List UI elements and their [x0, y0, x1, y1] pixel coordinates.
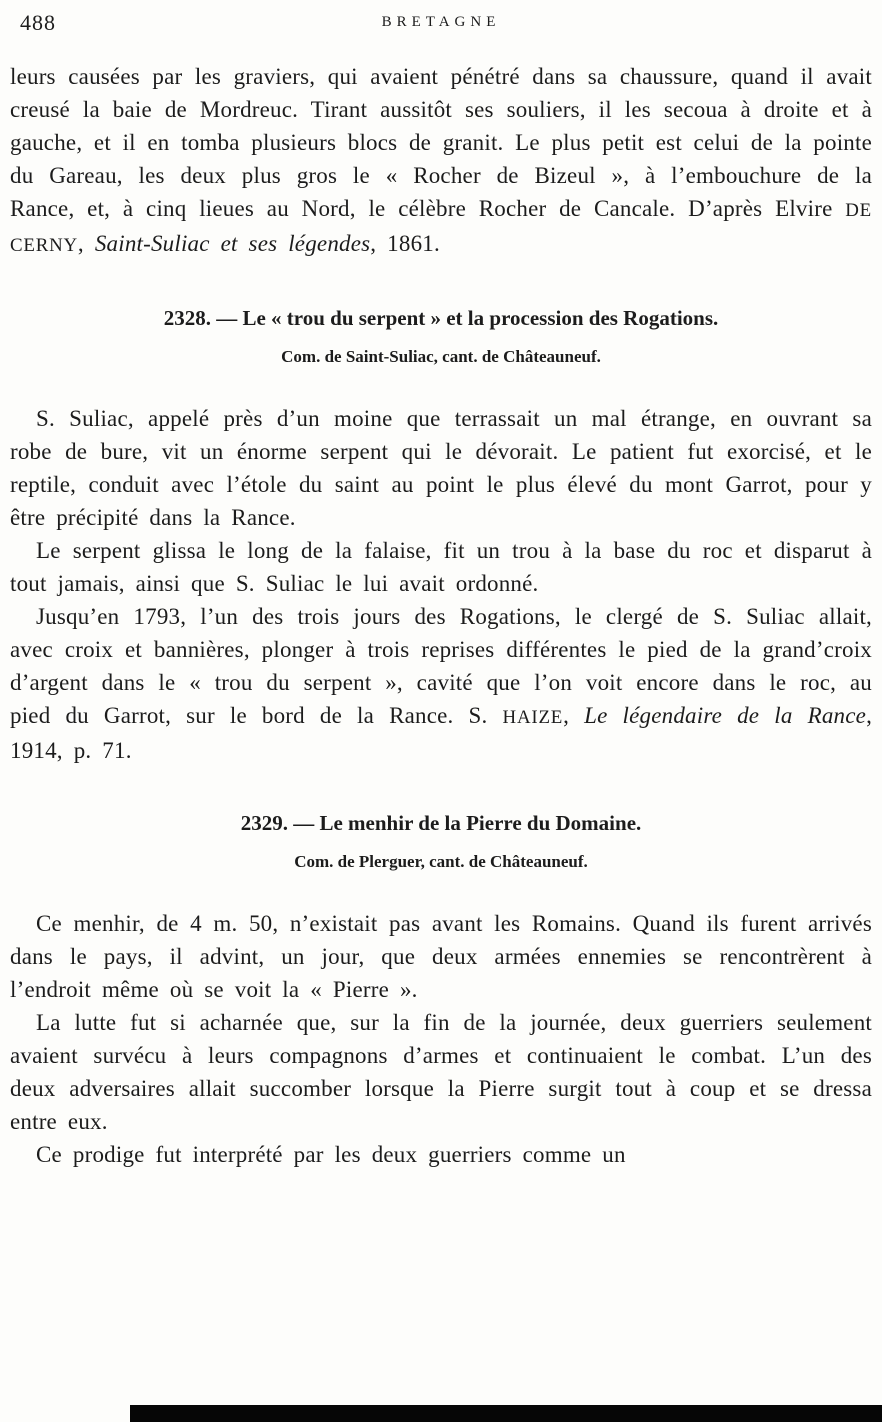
text-run: , 1861.	[370, 231, 440, 256]
scan-artifact-bar	[130, 1405, 882, 1422]
text-run: S. Suliac, appelé près d’un moine que terrassait un mal étrange, en ouvrant sa robe de bure, vit un énorme serpent qui le dévorait. Le patient fut exorcisé, et le reptile, conduit avec l’étole du saint au point le plus élevé du mont Garrot, pour y être précipité dans la Rance.	[10, 406, 872, 530]
book-title-italic: Saint-Suliac et ses légendes	[94, 231, 371, 256]
paragraph	[10, 600, 872, 767]
paragraph-intro-continuation	[10, 60, 872, 262]
author-name-smallcaps: DE CERNY	[10, 200, 872, 256]
text-run: leurs causées par les graviers, qui avaient pénétré dans sa chaussure, quand il avait creusé la baie de Mordreuc. Tirant aussitôt ses souliers, il les secoua à droite et à gauche, et il en tomba plusieurs blocs de granit. Le plus petit est celui de la pointe du Gareau, les deux plus gros le « Rocher de Bizeul », à l’embouchure de la Rance, et, à cinq lieues au Nord, le célèbre Rocher de Cancale. D’après Elvire	[10, 64, 872, 221]
paragraph	[10, 1138, 872, 1171]
section-subtitle: Com. de Plerguer, cant. de Châteauneuf.	[294, 852, 588, 871]
paragraph	[10, 907, 872, 1006]
text-run: ,	[563, 703, 585, 728]
text-run: ,	[77, 231, 95, 256]
paragraph	[10, 402, 872, 534]
text-run: Le serpent glissa le long de la falaise, fit un trou à la base du roc et disparut à tout jamais, ainsi que S. Suliac le lui avait ordonné.	[10, 538, 872, 596]
author-name-smallcaps: HAIZE	[502, 707, 564, 728]
text-run: , 1914, p. 71.	[10, 703, 873, 763]
paragraph	[10, 534, 872, 600]
section-subtitle: Com. de Saint-Suliac, cant. de Châteauneuf.	[281, 347, 601, 366]
text-run: Ce prodige fut interprété par les deux guerriers comme un	[36, 1142, 626, 1167]
section-2328	[10, 304, 872, 767]
paragraph	[10, 1006, 872, 1138]
book-title-italic: Le légendaire de la Rance	[584, 703, 867, 728]
text-run: Ce menhir, de 4 m. 50, n’existait pas avant les Romains. Quand ils furent arrivés dans le pays, il advint, un jour, que deux armées ennemies se rencontrèrent à l’endroit même où se voit la « Pierre ».	[10, 911, 872, 1002]
page-number: 488	[20, 10, 56, 35]
running-title: BRETAGNE	[381, 14, 501, 30]
page-header	[10, 10, 872, 40]
section-title: 2329. — Le menhir de la Pierre du Domaine.	[240, 811, 642, 835]
text-run: Jusqu’en 1793, l’un des trois jours des Rogations, le clergé de S. Suliac allait, avec croix et bannières, plonger à trois reprises différentes le pied de la grand’croix d’argent dans le « trou du serpent », cavité que l’on voit encore dans le roc, au pied du Garrot, sur le bord de la Rance. S.	[10, 604, 872, 728]
section-title: 2328. — Le « trou du serpent » et la procession des Rogations.	[163, 306, 719, 330]
section-2329	[10, 809, 872, 1171]
text-run: La lutte fut si acharnée que, sur la fin de la journée, deux guerriers seulement avaient survécu à leurs compagnons d’armes et continuaient le combat. L’un des deux adversaires allait succomber lorsque la Pierre surgit tout à coup et se dressa entre eux.	[10, 1010, 872, 1134]
